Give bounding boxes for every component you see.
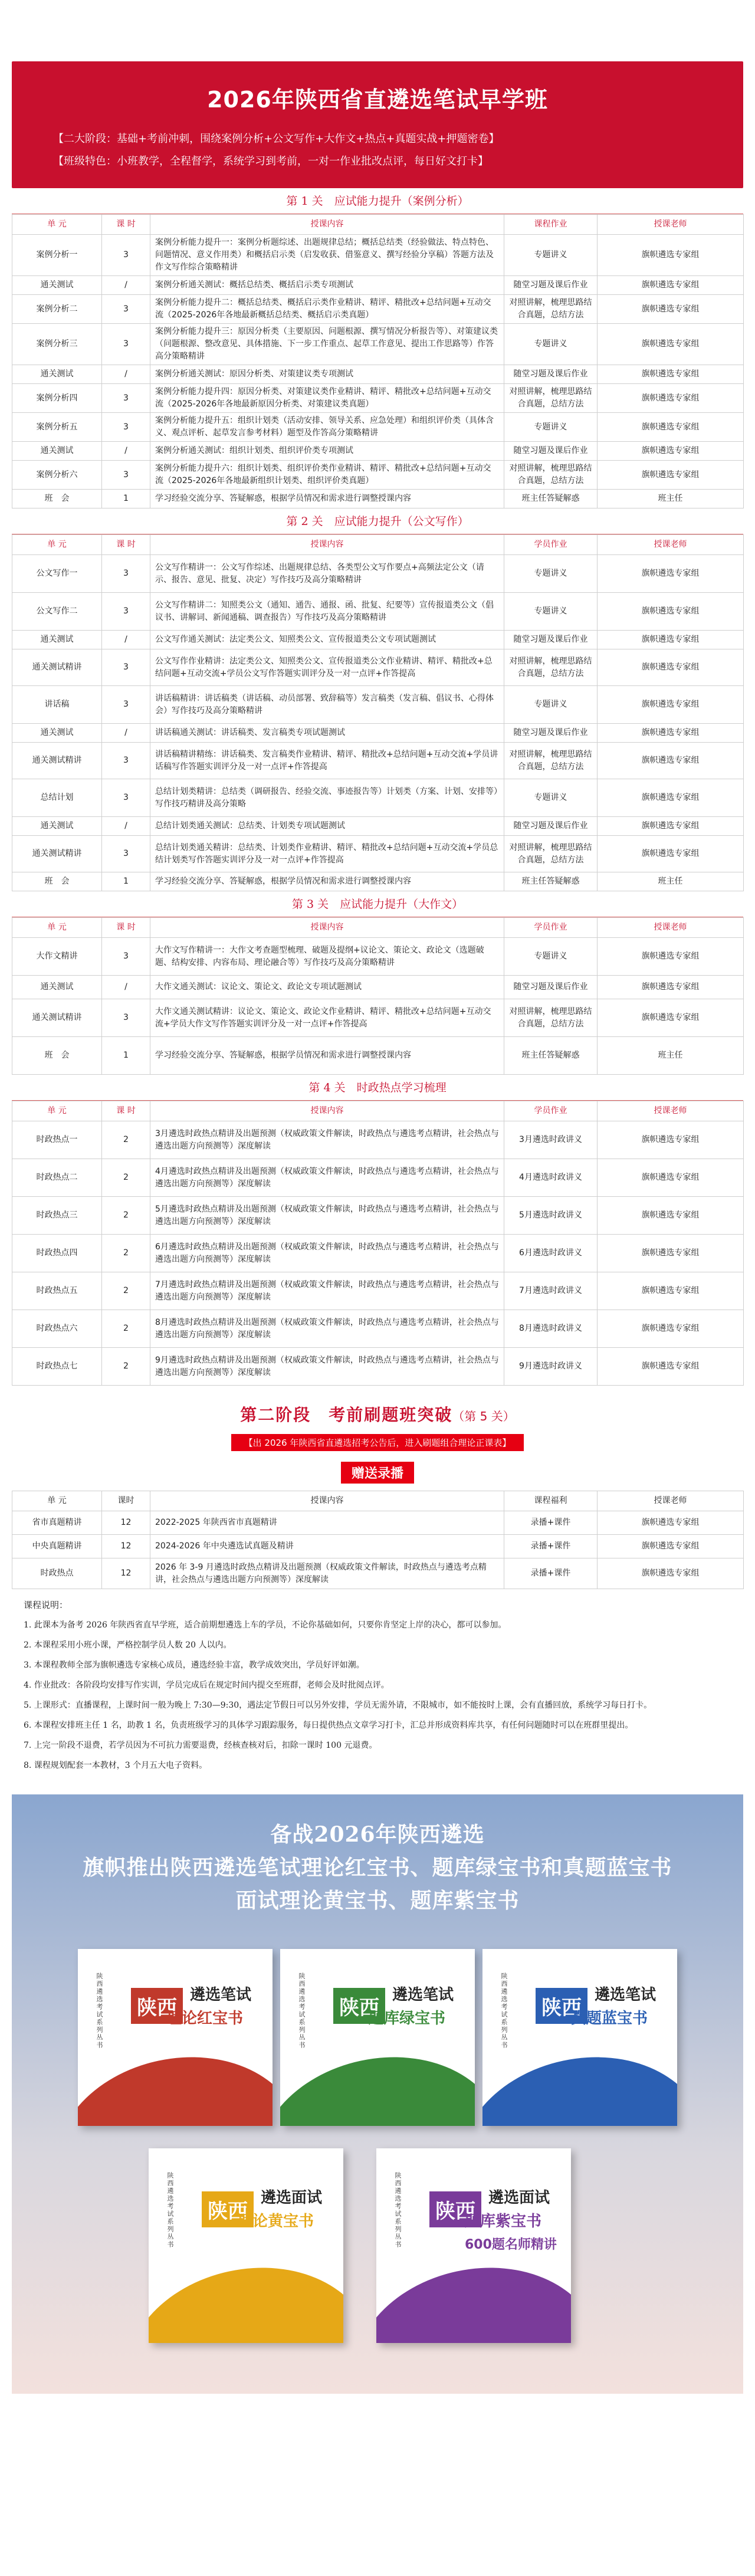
row-teacher: 旗帜遴选专家组 <box>598 779 744 817</box>
stage1-title: 第 1 关 应试能力提升（案例分析） <box>12 188 743 214</box>
col-hours: 课 时 <box>102 1101 150 1121</box>
table-row <box>12 836 744 872</box>
book-region-label: 陕西 <box>429 2191 481 2227</box>
book-cover <box>78 1949 273 2126</box>
col-work: 学员作业 <box>504 1101 598 1121</box>
row-work: 随堂习题及课后作业 <box>504 442 598 461</box>
table-row <box>12 631 744 649</box>
row-content: 大作文写作精讲一：大作文考查题型梳理、破题及提纲+议论文、策论文、政论文（选题破题、结构安排、内容布局、理论融合等）写作技巧及高分策略精讲 <box>150 938 504 976</box>
book-cover <box>376 2148 571 2343</box>
row-work: 录播+课件 <box>504 1511 598 1535</box>
table-row <box>12 324 744 365</box>
table-row <box>12 593 744 631</box>
row-content: 讲话稿通关测试：讲话稿类、发言稿类专项试题测试 <box>150 724 504 743</box>
col-unit: 单 元 <box>12 918 102 938</box>
row-content: 7月遴选时政热点精讲及出题预测（权威政策文件解读，时政热点与遴选考点精讲，社会热点与遴选出题方向预测等）深度解读 <box>150 1272 504 1310</box>
row-hours: 2 <box>102 1348 150 1386</box>
row-hours: 3 <box>102 461 150 490</box>
row-teacher: 旗帜遴选专家组 <box>598 276 744 295</box>
col-teacher: 授课老师 <box>598 1491 744 1511</box>
row-teacher: 旗帜遴选专家组 <box>598 235 744 276</box>
book-title-line3: 600题名师精讲 <box>465 2237 557 2252</box>
row-teacher: 旗帜遴选专家组 <box>598 631 744 649</box>
row-unit: 时政热点四 <box>12 1235 102 1272</box>
row-unit: 通关测试 <box>12 976 102 999</box>
row-work: 7月遴选时政讲义 <box>504 1272 598 1310</box>
stage3-title: 第 3 关 应试能力提升（大作文） <box>12 891 743 917</box>
table-row <box>12 1235 744 1272</box>
row-teacher: 旗帜遴选专家组 <box>598 686 744 724</box>
note-item: 8. 课程规划配套一本教材，3 个月五大电子资料。 <box>24 1761 208 1770</box>
row-work: 随堂习题及课后作业 <box>504 724 598 743</box>
row-content: 案例分析通关测试：概括总结类、概括启示类专项测试 <box>150 276 504 295</box>
book-region-label: 陕西 <box>536 1988 587 2024</box>
stage-summary: 【二大阶段：基础+考前冲刺，围绕案例分析+公文写作+大作文+热点+真题实战+押题密卷】 <box>53 133 500 145</box>
promo-line-3: 面试理论黄宝书、题库紫宝书 <box>235 1888 520 1913</box>
row-work: 专题讲义 <box>504 413 598 442</box>
row-work: 5月遴选时政讲义 <box>504 1197 598 1235</box>
row-hours: 3 <box>102 836 150 872</box>
book-region-label: 陕西 <box>202 2191 254 2227</box>
row-work: 随堂习题及课后作业 <box>504 276 598 295</box>
book-cover <box>149 2148 343 2343</box>
row-teacher: 旗帜遴选专家组 <box>598 384 744 413</box>
row-unit: 通关测试 <box>12 631 102 649</box>
row-hours: 3 <box>102 686 150 724</box>
row-teacher: 旗帜遴选专家组 <box>598 1235 744 1272</box>
row-work: 专题讲义 <box>504 686 598 724</box>
phase2-table <box>12 1491 744 1589</box>
table-row <box>12 555 744 593</box>
book-title-line1: 遴选笔试 <box>392 1986 454 2004</box>
col-teacher: 授课老师 <box>598 215 744 235</box>
row-unit: 班 会 <box>12 1037 102 1075</box>
row-content: 4月遴选时政热点精讲及出题预测（权威政策文件解读，时政热点与遴选考点精讲，社会热点与遴选出题方向预测等）深度解读 <box>150 1159 504 1197</box>
row-hours: 3 <box>102 235 150 276</box>
row-hours: 3 <box>102 999 150 1037</box>
note-item: 7. 上完一阶段不退费，若学员因为不可抗力需要退费，经核查核对后，扣除一课时 100 元退费。 <box>24 1741 378 1750</box>
row-hours: 3 <box>102 555 150 593</box>
row-unit: 通关测试 <box>12 817 102 836</box>
table-row <box>12 490 744 508</box>
row-teacher: 旗帜遴选专家组 <box>598 976 744 999</box>
table-row <box>12 442 744 461</box>
table-row <box>12 295 744 324</box>
row-hours: 12 <box>102 1511 150 1535</box>
row-unit: 中央真题精讲 <box>12 1535 102 1558</box>
row-content: 案例分析能力提升六：组织计划类、组织评价类作业精讲、精评、精批改+总结问题+互动交流（2025-2026年各地最新组织计划类、组织评价类真题） <box>150 461 504 490</box>
row-work: 随堂习题及课后作业 <box>504 817 598 836</box>
row-unit: 时政热点六 <box>12 1310 102 1348</box>
row-work: 3月遴选时政讲义 <box>504 1121 598 1159</box>
row-unit: 通关测试 <box>12 365 102 384</box>
page-title: 2026年陕西省直遴选笔试早学班 <box>207 87 548 113</box>
col-hours: 课时 <box>102 1491 150 1511</box>
row-hours: 2 <box>102 1121 150 1159</box>
row-work: 对照讲解，梳理思路结合真题，总结方法 <box>504 836 598 872</box>
row-content: 2026 年 3-9 月遴选时政热点精讲及出题预测（权威政策文件解读，时政热点与遴选考点精讲，社会热点与遴选出题方向预测等）深度解读 <box>150 1558 504 1589</box>
row-unit: 通关测试精讲 <box>12 999 102 1037</box>
row-work: 4月遴选时政讲义 <box>504 1159 598 1197</box>
row-unit: 通关测试精讲 <box>12 836 102 872</box>
row-teacher: 旗帜遴选专家组 <box>598 1511 744 1535</box>
row-teacher: 旗帜遴选专家组 <box>598 365 744 384</box>
row-unit: 通关测试精讲 <box>12 649 102 686</box>
row-content: 公文写作精讲二：知照类公文（通知、通告、通报、函、批复、纪要等）宣传报道类公文（倡议书、讲解词、新闻通稿、调查报告）写作技巧及高分策略精讲 <box>150 593 504 631</box>
row-work: 专题讲义 <box>504 938 598 976</box>
row-teacher: 旗帜遴选专家组 <box>598 836 744 872</box>
row-teacher: 旗帜遴选专家组 <box>598 649 744 686</box>
row-unit: 公文写作一 <box>12 555 102 593</box>
cover-wave-decoration <box>78 2035 273 2126</box>
col-unit: 单 元 <box>12 535 102 555</box>
row-hours: 1 <box>102 1037 150 1075</box>
row-teacher: 旗帜遴选专家组 <box>598 743 744 779</box>
row-hours: / <box>102 976 150 999</box>
book-title-line2: 理论红宝书 <box>166 2010 244 2027</box>
table-row <box>12 1197 744 1235</box>
col-hours: 课 时 <box>102 535 150 555</box>
row-unit: 班 会 <box>12 872 102 891</box>
book-title-line1: 遴选笔试 <box>595 1986 656 2004</box>
row-content: 总结计划类通关测试：总结类、计划类专项试题测试 <box>150 817 504 836</box>
row-content: 案例分析能力提升三：原因分析类（主要原因、问题根源、撰写情况分析报告等）、对策建议类（问题根源、整改意见、具体措施、下一步工作重点、起草工作意见、提出工作思路等）作答高分策略精讲 <box>150 324 504 365</box>
col-teacher: 授课老师 <box>598 918 744 938</box>
row-hours: 3 <box>102 938 150 976</box>
row-content: 大作文通关测试：议论文、策论文、政论文专项试题测试 <box>150 976 504 999</box>
row-hours: 3 <box>102 779 150 817</box>
class-features: 【班级特色：小班教学，全程督学，系统学习到考前，一对一作业批改点评，每日好文打卡】 <box>53 155 488 168</box>
book-spine-text: 陕西遴选考试系列丛书 <box>500 1973 508 2049</box>
row-hours: 2 <box>102 1310 150 1348</box>
col-work: 课程作业 <box>504 215 598 235</box>
stage1-table <box>12 214 744 508</box>
row-teacher: 旗帜遴选专家组 <box>598 1159 744 1197</box>
table-row <box>12 779 744 817</box>
book-spine-text: 陕西遴选考试系列丛书 <box>298 1973 306 2049</box>
stage2-title: 第 2 关 应试能力提升（公文写作） <box>12 508 743 534</box>
book-title-line2: 题库紫宝书 <box>465 2213 542 2230</box>
course-document <box>12 61 743 2394</box>
row-hours: / <box>102 631 150 649</box>
row-content: 学习经验交流分享、答疑解惑，根据学员情况和需求进行调整授课内容 <box>150 1037 504 1075</box>
row-unit: 省市真题精讲 <box>12 1511 102 1535</box>
row-content: 案例分析通关测试：组织计划类、组织评价类专项测试 <box>150 442 504 461</box>
note-item: 5. 上课形式：直播课程，上课时间一般为晚上 7:30—9:30，遇法定节假日可以另外安排，学员无需外请，不限城市，如不能按时上课，会有直播回放，系统学习每日打卡。 <box>24 1701 652 1710</box>
course-notes <box>12 1589 743 1790</box>
row-hours: 3 <box>102 413 150 442</box>
row-work: 班主任答疑解惑 <box>504 1037 598 1075</box>
row-unit: 通关测试 <box>12 724 102 743</box>
row-hours: 12 <box>102 1558 150 1589</box>
row-unit: 案例分析三 <box>12 324 102 365</box>
row-unit: 案例分析五 <box>12 413 102 442</box>
book-region-label: 陕西 <box>333 1988 385 2024</box>
row-work: 随堂习题及课后作业 <box>504 631 598 649</box>
row-teacher: 旗帜遴选专家组 <box>598 413 744 442</box>
row-hours: / <box>102 724 150 743</box>
row-content: 2024-2026 年中央遴选试真题及精讲 <box>150 1535 504 1558</box>
table-row <box>12 1037 744 1075</box>
cover-wave-decoration <box>376 2245 571 2343</box>
book-title-line2: 真题蓝宝书 <box>571 2010 648 2027</box>
row-content: 5月遴选时政热点精讲及出题预测（权威政策文件解读，时政热点与遴选考点精讲，社会热点与遴选出题方向预测等）深度解读 <box>150 1197 504 1235</box>
row-content: 案例分析通关测试：原因分析类、对策建议类专项测试 <box>150 365 504 384</box>
row-work: 专题讲义 <box>504 593 598 631</box>
row-unit: 案例分析四 <box>12 384 102 413</box>
table-row <box>12 1535 744 1558</box>
table-row <box>12 1272 744 1310</box>
book-spine-text: 陕西遴选考试系列丛书 <box>394 2172 402 2249</box>
row-teacher: 旗帜遴选专家组 <box>598 999 744 1037</box>
row-work: 专题讲义 <box>504 235 598 276</box>
row-work: 对照讲解，梳理思路结合真题，总结方法 <box>504 295 598 324</box>
row-teacher: 旗帜遴选专家组 <box>598 593 744 631</box>
col-unit: 单 元 <box>12 1491 102 1511</box>
row-unit: 通关测试精讲 <box>12 743 102 779</box>
course-header <box>12 61 743 188</box>
row-hours: 1 <box>102 490 150 508</box>
book-spine-text: 陕西遴选考试系列丛书 <box>96 1973 103 2049</box>
note-item: 6. 本课程安排班主任 1 名，助教 1 名，负责班级学习的具体学习跟踪服务，每日提供热点文章学习打卡，汇总并形成资料库共享，有任何问题随时可以在班群里提出。 <box>24 1721 633 1730</box>
note-item: 2. 本课程采用小班小课，严格控制学员人数 20 人以内。 <box>24 1640 232 1650</box>
row-unit: 班 会 <box>12 490 102 508</box>
row-teacher: 旗帜遴选专家组 <box>598 1535 744 1558</box>
table-row <box>12 235 744 276</box>
row-work: 录播+课件 <box>504 1535 598 1558</box>
row-content: 案例分析能力提升一：案例分析题综述、出题规律总结；概括总结类（经验做法、特点特色、问题情况、意义作用类）和概括启示类（启发收获、借鉴意义、撰写经验分享稿）答题方法及作文写作综合策略精讲 <box>150 235 504 276</box>
row-unit: 总结计划 <box>12 779 102 817</box>
row-content: 大作文通关测试精讲：议论文、策论文、政论文作业精讲、精评、精批改+总结问题+互动交流+学员大作文写作答题实训评分及一对一点评+作答提高 <box>150 999 504 1037</box>
row-content: 3月遴选时政热点精讲及出题预测（权威政策文件解读，时政热点与遴选考点精讲，社会热点与遴选出题方向预测等）深度解读 <box>150 1121 504 1159</box>
row-content: 总结计划类精讲：总结类（调研报告、经验交流、事迹报告等）计划类（方案、计划、安排等）写作技巧精讲及高分策略 <box>150 779 504 817</box>
row-teacher: 旗帜遴选专家组 <box>598 1558 744 1589</box>
row-teacher: 旗帜遴选专家组 <box>598 1272 744 1310</box>
book-title-line1: 遴选面试 <box>488 2189 550 2207</box>
row-unit: 时政热点七 <box>12 1348 102 1386</box>
book-promo-banner <box>12 1794 743 2394</box>
cover-wave-decoration <box>482 2035 677 2126</box>
row-hours: 2 <box>102 1197 150 1235</box>
col-teacher: 授课老师 <box>598 535 744 555</box>
book-cover <box>280 1949 475 2126</box>
row-content: 讲话稿精讲精练：讲话稿类、发言稿类作业精讲、精评、精批改+总结问题+互动交流+学员讲话稿写作答题实训评分及一对一点评+作答提高 <box>150 743 504 779</box>
row-content: 公文写作作业精讲：法定类公文、知照类公文、宣传报道类公文作业精讲、精评、精批改+总结问题+互动交流+学员公文写作答题实训评分及一对一点评+作答提高 <box>150 649 504 686</box>
row-work: 9月遴选时政讲义 <box>504 1348 598 1386</box>
row-content: 公文写作通关测试：法定类公文、知照类公文、宣传报道类公文专项试题测试 <box>150 631 504 649</box>
row-content: 讲话稿精讲：讲话稿类（讲话稿、动员部署、致辞稿等）发言稿类（发言稿、倡议书、心得体会）写作技巧及高分策略精讲 <box>150 686 504 724</box>
row-content: 学习经验交流分享、答疑解惑，根据学员情况和需求进行调整授课内容 <box>150 872 504 891</box>
row-hours: / <box>102 276 150 295</box>
book-region-label: 陕西 <box>131 1988 183 2024</box>
row-teacher: 旗帜遴选专家组 <box>598 1348 744 1386</box>
row-hours: 3 <box>102 384 150 413</box>
table-row <box>12 413 744 442</box>
row-hours: 2 <box>102 1235 150 1272</box>
phase2-title: 第二阶段 考前刷题班突破（第 5 关） <box>240 1405 515 1425</box>
row-teacher: 班主任 <box>598 872 744 891</box>
row-content: 2022-2025 年陕西省市真题精讲 <box>150 1511 504 1535</box>
table-row <box>12 384 744 413</box>
stage3-table <box>12 917 744 1075</box>
table-row <box>12 649 744 686</box>
col-content: 授课内容 <box>150 535 504 555</box>
row-teacher: 旗帜遴选专家组 <box>598 1197 744 1235</box>
table-row <box>12 1511 744 1535</box>
row-unit: 通关测试 <box>12 276 102 295</box>
row-hours: 1 <box>102 872 150 891</box>
row-unit: 时政热点三 <box>12 1197 102 1235</box>
row-unit: 案例分析六 <box>12 461 102 490</box>
col-teacher: 授课老师 <box>598 1101 744 1121</box>
table-row <box>12 276 744 295</box>
row-unit: 时政热点二 <box>12 1159 102 1197</box>
row-teacher: 旗帜遴选专家组 <box>598 461 744 490</box>
row-content: 6月遴选时政热点精讲及出题预测（权威政策文件解读，时政热点与遴选考点精讲，社会热点与遴选出题方向预测等）深度解读 <box>150 1235 504 1272</box>
col-unit: 单 元 <box>12 1101 102 1121</box>
row-hours: 3 <box>102 593 150 631</box>
row-hours: 3 <box>102 295 150 324</box>
row-content: 9月遴选时政热点精讲及出题预测（权威政策文件解读，时政热点与遴选考点精讲，社会热点与遴选出题方向预测等）深度解读 <box>150 1348 504 1386</box>
note-item: 1. 此课本为备考 2026 年陕西省直早学班，适合前期想遴选上车的学员，不论你基础如何，只要你肯坚定上岸的决心，都可以参加。 <box>24 1620 507 1630</box>
table-row <box>12 817 744 836</box>
row-hours: 3 <box>102 649 150 686</box>
row-unit: 时政热点 <box>12 1558 102 1589</box>
row-teacher: 旗帜遴选专家组 <box>598 1310 744 1348</box>
row-work: 8月遴选时政讲义 <box>504 1310 598 1348</box>
table-row <box>12 938 744 976</box>
row-content: 总结计划类通关精讲：总结类、计划类作业精讲、精评、精批改+总结问题+互动交流+学员总结计划类写作答题实训评分及一对一点评+作答提高 <box>150 836 504 872</box>
book-cover <box>482 1949 677 2126</box>
table-row <box>12 461 744 490</box>
row-content: 案例分析能力提升五：组织计划类（活动安排、领导关系、应急处理）和组织评价类（具体含义、观点评析、起草发言参考材料）题型及作答高分策略精讲 <box>150 413 504 442</box>
book-spine-text: 陕西遴选考试系列丛书 <box>166 2172 174 2249</box>
recorded-bonus-badge: 赠送录播 <box>341 1462 414 1484</box>
row-hours: 2 <box>102 1272 150 1310</box>
col-hours: 课 时 <box>102 918 150 938</box>
promo-line-1: 备战2026年陕西遴选 <box>270 1822 485 1847</box>
table-row <box>12 1310 744 1348</box>
row-content: 学习经验交流分享、答疑解惑，根据学员情况和需求进行调整授课内容 <box>150 490 504 508</box>
cover-wave-decoration <box>280 2035 475 2126</box>
table-row <box>12 1348 744 1386</box>
table-row <box>12 976 744 999</box>
row-content: 案例分析能力提升二：概括总结类、概括启示类作业精讲、精评、精批改+总结问题+互动交流（2025-2026年各地最新概括总结类、概括启示类真题） <box>150 295 504 324</box>
book-title-line2: 理论黄宝书 <box>237 2213 314 2230</box>
row-work: 对照讲解，梳理思路结合真题，总结方法 <box>504 649 598 686</box>
stage4-table <box>12 1101 744 1386</box>
table-row <box>12 999 744 1037</box>
row-content: 案例分析能力提升四：原因分析类、对策建议类作业精讲、精评、精批改+总结问题+互动交流（2025-2026年各地最新原因分析类、对策建议类真题） <box>150 384 504 413</box>
note-item: 4. 作业批改：各阶段均安排写作实训，学员完成后在规定时间内提交至班群，老师会及时批阅点评。 <box>24 1681 389 1690</box>
row-teacher: 旗帜遴选专家组 <box>598 724 744 743</box>
row-hours: / <box>102 442 150 461</box>
row-work: 录播+课件 <box>504 1558 598 1589</box>
table-row <box>12 1121 744 1159</box>
row-unit: 案例分析二 <box>12 295 102 324</box>
table-row <box>12 1159 744 1197</box>
row-teacher: 旗帜遴选专家组 <box>598 442 744 461</box>
row-teacher: 旗帜遴选专家组 <box>598 817 744 836</box>
row-work: 随堂习题及课后作业 <box>504 365 598 384</box>
table-row <box>12 1558 744 1589</box>
table-row <box>12 724 744 743</box>
row-unit: 时政热点五 <box>12 1272 102 1310</box>
row-work: 专题讲义 <box>504 324 598 365</box>
row-unit: 公文写作二 <box>12 593 102 631</box>
stage4-title: 第 4 关 时政热点学习梳理 <box>12 1075 743 1101</box>
table-row <box>12 365 744 384</box>
row-teacher: 旗帜遴选专家组 <box>598 295 744 324</box>
row-unit: 大作文精讲 <box>12 938 102 976</box>
col-unit: 单 元 <box>12 215 102 235</box>
row-work: 对照讲解，梳理思路结合真题，总结方法 <box>504 384 598 413</box>
row-hours: 12 <box>102 1535 150 1558</box>
table-row <box>12 686 744 724</box>
row-work: 对照讲解，梳理思路结合真题，总结方法 <box>504 743 598 779</box>
row-hours: 3 <box>102 743 150 779</box>
row-content: 公文写作精讲一：公文写作综述、出题规律总结、各类型公文写作要点+高频法定公文（请示、报告、意见、批复、决定）写作技巧及高分策略精讲 <box>150 555 504 593</box>
row-hours: / <box>102 817 150 836</box>
row-work: 对照讲解，梳理思路结合真题，总结方法 <box>504 999 598 1037</box>
table-row <box>12 743 744 779</box>
note-item: 3. 本课程教师全部为旗帜遴选专家核心成员，遴选经验丰富，教学成效突出，学员好评如潮。 <box>24 1661 365 1670</box>
row-teacher: 班主任 <box>598 1037 744 1075</box>
row-hours: / <box>102 365 150 384</box>
col-hours: 课 时 <box>102 215 150 235</box>
col-content: 授课内容 <box>150 918 504 938</box>
row-hours: 2 <box>102 1159 150 1197</box>
row-teacher: 旗帜遴选专家组 <box>598 938 744 976</box>
row-teacher: 旗帜遴选专家组 <box>598 555 744 593</box>
row-work: 对照讲解，梳理思路结合真题，总结方法 <box>504 461 598 490</box>
row-unit: 时政热点一 <box>12 1121 102 1159</box>
row-work: 班主任答疑解惑 <box>504 490 598 508</box>
notes-title: 课程说明： <box>24 1600 68 1610</box>
promo-line-2: 旗帜推出陕西遴选笔试理论红宝书、题库绿宝书和真题蓝宝书 <box>83 1855 672 1880</box>
col-content: 授课内容 <box>150 1491 504 1511</box>
col-content: 授课内容 <box>150 1101 504 1121</box>
col-work: 学员作业 <box>504 535 598 555</box>
row-work: 专题讲义 <box>504 779 598 817</box>
col-work: 课程福利 <box>504 1491 598 1511</box>
row-unit: 通关测试 <box>12 442 102 461</box>
col-content: 授课内容 <box>150 215 504 235</box>
row-teacher: 旗帜遴选专家组 <box>598 1121 744 1159</box>
book-title-line2: 题库绿宝书 <box>369 2010 446 2027</box>
row-teacher: 班主任 <box>598 490 744 508</box>
col-work: 学员作业 <box>504 918 598 938</box>
row-teacher: 旗帜遴选专家组 <box>598 324 744 365</box>
row-content: 8月遴选时政热点精讲及出题预测（权威政策文件解读，时政热点与遴选考点精讲，社会热点与遴选出题方向预测等）深度解读 <box>150 1310 504 1348</box>
row-work: 专题讲义 <box>504 555 598 593</box>
row-unit: 案例分析一 <box>12 235 102 276</box>
book-title-line1: 遴选笔试 <box>190 1986 252 2004</box>
row-hours: 3 <box>102 324 150 365</box>
phase2-note: 【出 2026 年陕西省直遴选招考公告后，进入刷题组合理论正课表】 <box>231 1434 524 1451</box>
cover-wave-decoration <box>149 2245 343 2343</box>
row-work: 随堂习题及课后作业 <box>504 976 598 999</box>
book-title-line1: 遴选面试 <box>261 2189 323 2207</box>
row-work: 班主任答疑解惑 <box>504 872 598 891</box>
row-work: 6月遴选时政讲义 <box>504 1235 598 1272</box>
row-unit: 讲话稿 <box>12 686 102 724</box>
stage2-table <box>12 534 744 891</box>
table-row <box>12 872 744 891</box>
phase2-header <box>12 1386 743 1491</box>
